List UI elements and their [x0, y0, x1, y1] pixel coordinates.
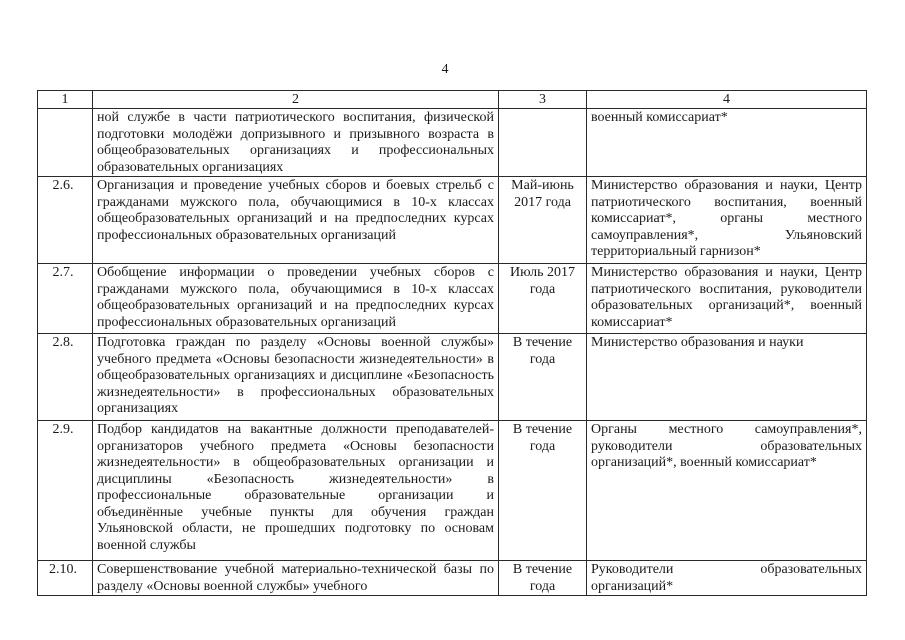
row-description: Совершенствование учебной материально-технической базы по разделу «Основы военной службы» учебного	[93, 561, 499, 596]
row-description: Организация и проведение учебных сборов и боевых стрельб с гражданами мужского пола, обучающимися в 10-х классах общеобразовательных организаций и на предпоследних курсах профессиональных образовательных организаций	[93, 177, 499, 264]
table-row	[38, 177, 867, 264]
row-number: 2.9.	[38, 421, 93, 561]
header-col-4: 4	[587, 91, 867, 109]
table-row	[38, 109, 867, 177]
row-number: 2.6.	[38, 177, 93, 264]
row-responsible: Министерство образования и науки, Центр патриотического воспитания, военный комиссариат*, органы местного самоуправления*, Ульяновский территориальный гарнизон*	[587, 177, 867, 264]
header-col-3: 3	[499, 91, 587, 109]
row-number: 2.7.	[38, 264, 93, 334]
plan-table	[37, 90, 867, 596]
page-number: 4	[441, 62, 449, 77]
row-deadline: В течение года	[499, 561, 587, 596]
row-responsible: Руководители образовательных организаций*	[587, 561, 867, 596]
table-row	[38, 561, 867, 596]
row-number: 2.10.	[38, 561, 93, 596]
row-deadline: В течение года	[499, 334, 587, 421]
row-responsible: военный комиссариат*	[587, 109, 867, 177]
row-deadline	[499, 109, 587, 177]
row-number	[38, 109, 93, 177]
row-number: 2.8.	[38, 334, 93, 421]
table-row	[38, 421, 867, 561]
row-description: Подбор кандидатов на вакантные должности преподавателей-организаторов учебного предмета «Основы безопасности жизнедеятельности» в общеобразовательных организации и дисциплины «Безопасность жизнедеятельности» в профессиональные образовательные организации и объединённые учебные пункты для обучения граждан Ульяновской области, не прошедших подготовку по основам военной службы	[93, 421, 499, 561]
table-row	[38, 264, 867, 334]
row-deadline: В течение года	[499, 421, 587, 561]
row-responsible: Министерство образования и науки, Центр патриотического воспитания, руководители образовательных организаций*, военный комиссариат*	[587, 264, 867, 334]
row-responsible: Органы местного самоуправления*, руководители образовательных организаций*, военный комиссариат*	[587, 421, 867, 561]
table-header-row	[38, 91, 867, 109]
header-col-1: 1	[38, 91, 93, 109]
header-col-2: 2	[93, 91, 499, 109]
row-description: Подготовка граждан по разделу «Основы военной службы» учебного предмета «Основы безопасности жизнедеятельности» в общеобразовательных организациях и дисциплине «Безопасность жизнедеятельности» в профессиональных образовательных организациях	[93, 334, 499, 421]
row-responsible: Министерство образования и науки	[587, 334, 867, 421]
row-deadline: Май-июнь 2017 года	[499, 177, 587, 264]
row-description: ной службе в части патриотического воспитания, физической подготовки молодёжи допризывного и призывного возраста в общеобразовательных организациях и профессиональных образовательных организациях	[93, 109, 499, 177]
row-description: Обобщение информации о проведении учебных сборов с гражданами мужского пола, обучающимися в 10-х классах общеобразовательных организаций и на предпоследних курсах профессиональных образовательных организаций	[93, 264, 499, 334]
table-row	[38, 334, 867, 421]
row-deadline: Июль 2017 года	[499, 264, 587, 334]
